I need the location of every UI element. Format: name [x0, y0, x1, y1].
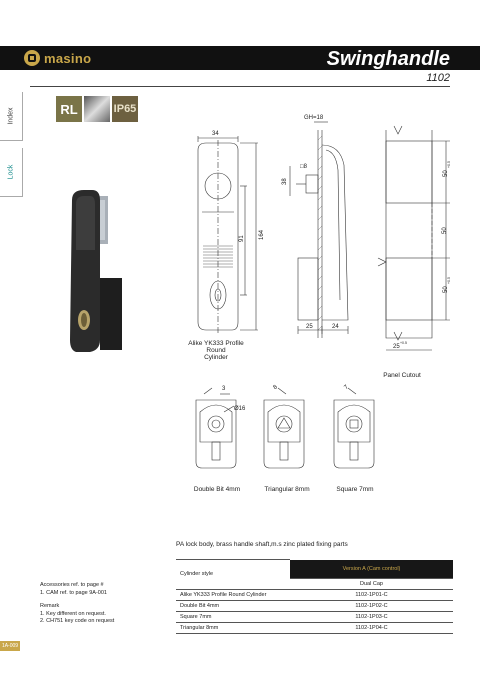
table-cell-style: Alike YK333 Profile Round Cylinder: [176, 589, 290, 600]
dim-cut-top-tol: +0.5: [447, 161, 451, 168]
table-row: [176, 589, 453, 600]
dim-cut-top: 50: [443, 170, 449, 177]
dim-bit-16: Ø16: [234, 406, 246, 412]
dim-gh: GH=18: [304, 115, 324, 121]
dim-cut-bot: 50: [443, 286, 449, 293]
dim-25: 25: [306, 324, 313, 330]
remark-heading: Remark: [40, 603, 60, 609]
product-description: PA lock body, brass handle shaft,m.s zinc plated fixing parts: [176, 541, 348, 548]
cylinder-caption: [178, 340, 254, 361]
dim-cut-width-tol: +0.5: [400, 341, 407, 345]
page-title: Swinghandle: [326, 48, 450, 70]
table-cell-style: Square 7mm: [176, 611, 290, 622]
panel-cutout-caption: Panel Cutout: [383, 372, 421, 379]
cylinder-caption-line2: Cylinder: [204, 354, 228, 361]
dim-tri-8: 8: [272, 384, 279, 391]
table-cell-code: 1102-1P02-C: [290, 600, 453, 611]
dim-91: 91: [239, 235, 245, 242]
table-row: [176, 611, 453, 622]
table-subheader: Dual Cap: [290, 578, 453, 589]
remark-item-1: 1. Key different on request.: [40, 610, 106, 617]
tab-index-label: Index: [7, 107, 15, 125]
dim-square: □8: [300, 164, 307, 170]
dim-cut-mid: 50: [442, 227, 448, 234]
dim-sq-7: 7: [343, 384, 350, 391]
cylinder-caption-line1: Alike YK333 Profile Round: [188, 340, 244, 354]
dim-cut-width: 25: [393, 344, 400, 350]
table-cell-code: 1102-1P03-C: [290, 611, 453, 622]
dim-34: 34: [212, 131, 219, 137]
table-row: [176, 622, 453, 633]
dim-38: 38: [282, 178, 288, 185]
brand-name: masino: [44, 50, 92, 66]
table-header-version: Version A (Cam control): [290, 560, 453, 579]
ip65-badge: IP65: [112, 96, 138, 122]
dim-cut-bot-tol: +0.5: [447, 277, 451, 284]
insert-triangular-caption: Triangular 8mm: [264, 486, 310, 493]
table-cell-style: Double Bit 4mm: [176, 600, 290, 611]
rl-badge: RL: [56, 96, 82, 122]
table-cell-code: 1102-1P01-C: [290, 589, 453, 600]
dim-bit-3: 3: [222, 386, 226, 392]
table-cell-style: Triangular 8mm: [176, 622, 290, 633]
table-header-style: Cylinder style: [176, 560, 290, 590]
model-number: 1102: [426, 72, 450, 84]
page-number: 1A-009: [1, 643, 19, 649]
table-cell-code: 1102-1P04-C: [290, 622, 453, 633]
remark-item-2: 2. CH751 key code on request: [40, 618, 115, 624]
accessories-item: 1. CAM ref. to page 9A-001: [40, 589, 107, 596]
ordering-table: [176, 559, 453, 634]
insert-square-caption: Square 7mm: [336, 486, 374, 493]
table-row: [176, 600, 453, 611]
insert-double-bit-caption: Double Bit 4mm: [193, 486, 241, 493]
dim-164: 164: [259, 229, 265, 240]
tab-lock-label: Lock: [7, 164, 15, 180]
notes: [40, 582, 114, 626]
dim-24: 24: [332, 324, 339, 330]
accessories-heading: Accessories ref. to page #: [40, 582, 104, 588]
